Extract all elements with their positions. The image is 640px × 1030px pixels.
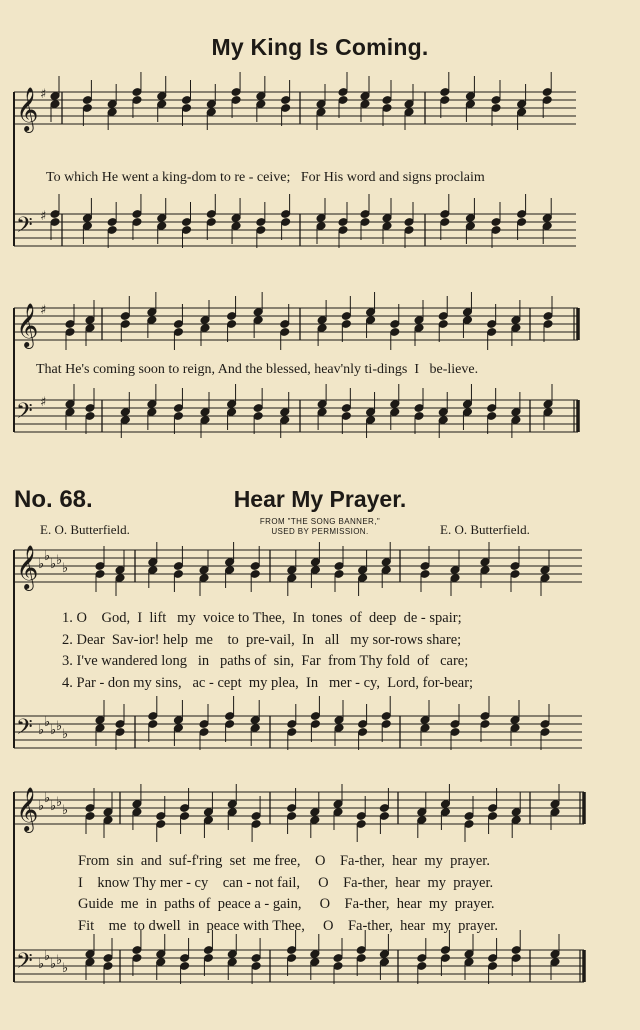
flat-icon: ♭: [56, 553, 63, 568]
lyric-line-2: That He's coming soon to reign, And the blessed, heav'nly ti-dings I be-lieve.: [36, 362, 479, 377]
flat-icon: ♭: [38, 723, 45, 738]
composer-left: E. O. Butterfield.: [40, 522, 130, 537]
flat-icon: ♭: [44, 791, 51, 806]
treble-clef-icon: 𝄞: [16, 87, 39, 131]
bass-clef-icon: 𝄢: [16, 715, 33, 745]
sharp-icon: ♯: [40, 303, 47, 318]
hymn-number: No. 68.: [14, 486, 93, 513]
flat-icon: ♭: [50, 957, 57, 972]
flat-icon: ♭: [62, 803, 69, 818]
source-credit-line-2: USED BY PERMISSION.: [271, 527, 369, 536]
flat-icon: ♭: [44, 949, 51, 964]
composer-right: E. O. Butterfield.: [440, 522, 530, 537]
verse-4-part-1: 4. Par - don my sins, ac - cept my plea, In mer - cy, Lord, for-bear;: [62, 675, 474, 691]
verse-3-part-1: 3. I've wandered long in paths of sin, Far from Thy fold of care;: [62, 653, 469, 669]
verse-1-part-2: From sin and suf-f'ring set me free, O Fa-ther, hear my prayer.: [78, 853, 490, 869]
lyric-line-1: To which He went a king-dom to re - ceive; For His word and signs proclaim: [46, 170, 485, 185]
sharp-icon: ♯: [40, 87, 47, 102]
flat-icon: ♭: [44, 549, 51, 564]
verse-1-part-1: 1. O God, I lift my voice to Thee, In tones of deep de - spair;: [62, 610, 462, 626]
sharp-icon: ♯: [40, 209, 47, 224]
bass-clef-icon: 𝄢: [16, 399, 33, 429]
source-credit-line-1: FROM "THE SONG BANNER,": [259, 517, 381, 526]
flat-icon: ♭: [62, 561, 69, 576]
verse-3-part-2: Guide me in paths of peace a - gain, O Fa-ther, hear my prayer.: [78, 896, 495, 912]
sharp-icon: ♯: [40, 395, 47, 410]
flat-icon: ♭: [56, 719, 63, 734]
bass-clef-icon: 𝄢: [16, 949, 33, 979]
treble-clef-icon: 𝄞: [16, 545, 39, 589]
flat-icon: ♭: [56, 795, 63, 810]
flat-icon: ♭: [62, 727, 69, 742]
hymn-title-my-king-is-coming: My King Is Coming.: [211, 34, 429, 60]
flat-icon: ♭: [56, 953, 63, 968]
treble-clef-icon: 𝄞: [16, 303, 39, 347]
flat-icon: ♭: [38, 799, 45, 814]
flat-icon: ♭: [38, 957, 45, 972]
flat-icon: ♭: [38, 557, 45, 572]
verse-2-part-1: 2. Dear Sav-ior! help me to pre-vail, In all my sor-rows share;: [62, 632, 462, 648]
flat-icon: ♭: [62, 961, 69, 976]
treble-clef-icon: 𝄞: [16, 787, 39, 831]
bass-clef-icon: 𝄢: [16, 213, 33, 243]
hymn-title-hear-my-prayer: Hear My Prayer.: [233, 486, 407, 512]
flat-icon: ♭: [50, 723, 57, 738]
flat-icon: ♭: [44, 715, 51, 730]
flat-icon: ♭: [50, 557, 57, 572]
source-credit: [0, 517, 640, 537]
verse-4-part-2: Fit me to dwell in peace with Thee, O Fa-ther, hear my prayer.: [78, 918, 498, 934]
flat-icon: ♭: [50, 799, 57, 814]
verse-2-part-2: I know Thy mer - cy can - not fail, O Fa-ther, hear my prayer.: [78, 875, 494, 891]
